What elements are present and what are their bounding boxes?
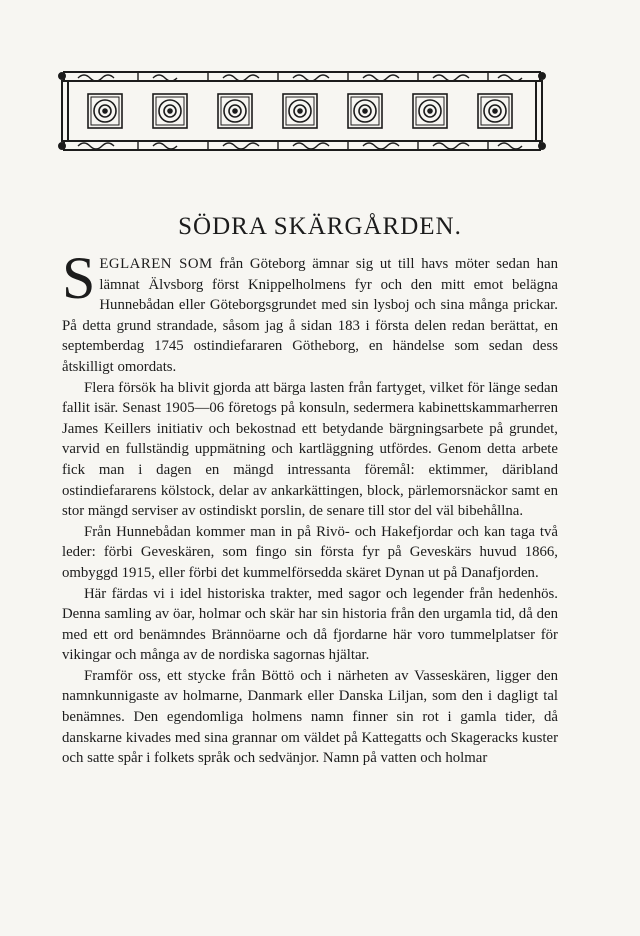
body-text (62, 245, 558, 769)
paragraph-1 (62, 245, 558, 378)
drop-cap: S (62, 245, 96, 311)
paragraph-3: Från Hunnebådan kommer man in på Rivö- och Hakefjordar och kan taga två leder: förbi Geveskären, som fingo sin första fyr på Geveskärs huvud 1866, ombyggd 1915, eller förbi det kummelförsedda skäret Dynan ut på Danafjorden. (62, 523, 558, 581)
paragraph-lead: EGLAREN SOM (99, 256, 213, 272)
paragraph-2: Flera försök ha blivit gjorda att bärga lasten från fartyget, vilket för länge sedan fallit isär. Senast 1905—06 företogs på konsuln, sedermera kabinettskammarherren James Keillers initiativ och bekostnad ett betydande bärgningsarbete på grundet, varvid en fullständig uppmätning och kartläggning utfördes. Genom detta arbete fick man i dagen en mängd intressanta föremål: ektimmer, däribland ostindiefararens kölstock, delar av ankarkättingen, block, pärlemorsnäckor samt en stor mängd serviser av ostindiskt porslin, de senare till stor del väl bibehållna. (62, 379, 558, 520)
paragraph-5: Framför oss, ett stycke från Böttö och i närheten av Vasseskären, ligger den namnkunnigaste av holmarne, Danmark eller Danska Liljan, som den i dagligt tal benämnes. Den egendomliga holmens namn finner sin rot i gamla tider, då danskarne kivades med sina grannar om väldet på Kattegatts och Skageracks kuster och satte spår i folkets språk och sedvänjor. Namn på vatten och holmar (62, 667, 558, 767)
page-title: SÖDRA SKÄRGÅRDEN. (178, 212, 462, 240)
decorative-header-band (58, 68, 546, 154)
paragraph-1-text: från Göteborg ämnar sig ut till havs möter sedan han lämnat Älvsborg först Knippelholmens fyr och den mitt emot belägna Hunnebådan eller Göteborgsgrundet med sin lysboj och sina många prickar. På detta grund strandade, såsom jag å sidan 183 i första delen redan berättat, en septemberdag 1745 ostindiefararen Götheborg, en händelse som sedan dess åtskilligt omordats. (62, 256, 558, 375)
paragraph-4: Här färdas vi i idel historiska trakter, med sagor och legender från hedenhös. Denna samling av öar, holmar och skär har sin historia från den urgamla tid, då den med ett ord benämndes Brännöarne och då fjordarne här voro tummelplatser för vikingar och många av de nordiska sagornas hjältar. (62, 585, 558, 664)
